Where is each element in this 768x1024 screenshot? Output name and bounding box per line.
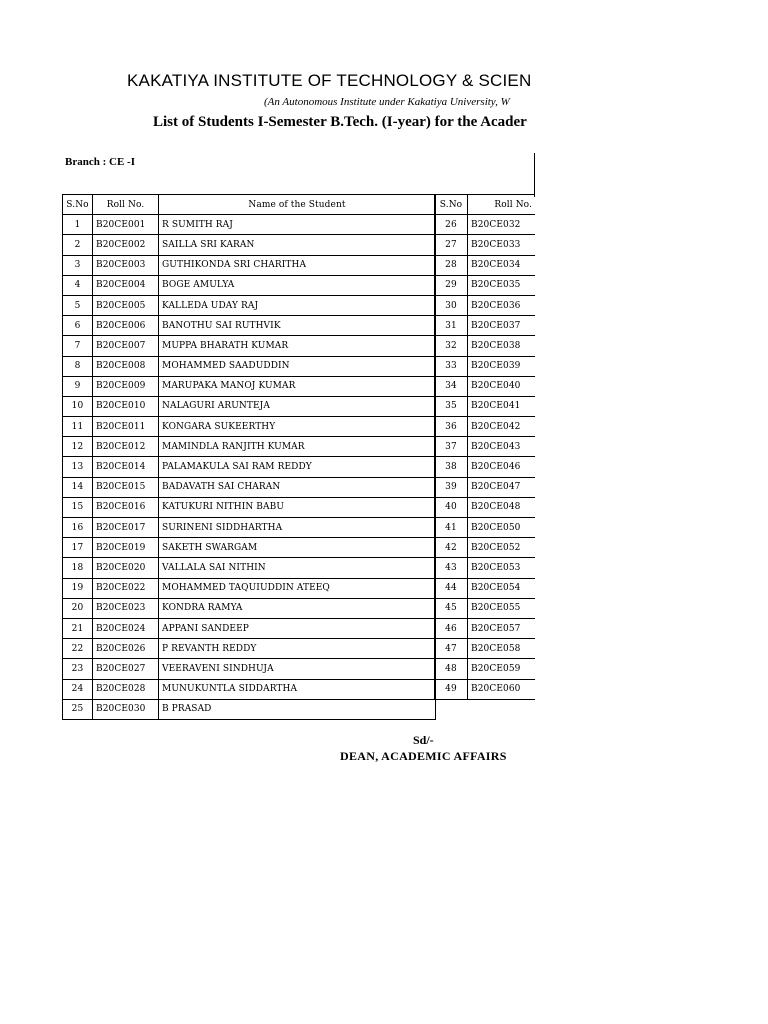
table-row xyxy=(63,417,436,437)
signature-sd: Sd/- xyxy=(413,733,434,747)
cell-sno: 38 xyxy=(435,457,468,477)
table-row xyxy=(435,275,536,295)
cell-sno: 18 xyxy=(63,558,93,578)
column-header-roll: Roll No. xyxy=(468,195,536,215)
table-row xyxy=(435,558,536,578)
table-row xyxy=(63,477,436,497)
table-row xyxy=(435,417,536,437)
cell-roll-no: B20CE058 xyxy=(468,639,536,659)
cell-roll-no: B20CE035 xyxy=(468,275,536,295)
cell-sno: 35 xyxy=(435,396,468,416)
table-row xyxy=(63,538,436,558)
cell-sno: 49 xyxy=(435,679,468,699)
table-row xyxy=(63,518,436,538)
cell-roll-no: B20CE042 xyxy=(468,417,536,437)
cell-roll-no: B20CE024 xyxy=(93,618,159,638)
table-row xyxy=(435,578,536,598)
cell-sno: 21 xyxy=(63,618,93,638)
cell-student-name: BADAVATH SAI CHARAN xyxy=(159,477,436,497)
cell-sno: 4 xyxy=(63,275,93,295)
cell-roll-no: B20CE043 xyxy=(468,437,536,457)
table-row xyxy=(435,679,536,699)
cell-roll-no: B20CE004 xyxy=(93,275,159,295)
student-table-right xyxy=(434,194,535,700)
cell-roll-no: B20CE007 xyxy=(93,336,159,356)
cell-roll-no: B20CE039 xyxy=(468,356,536,376)
table-row xyxy=(435,457,536,477)
table-row xyxy=(63,437,436,457)
cell-student-name: GUTHIKONDA SRI CHARITHA xyxy=(159,255,436,275)
cell-student-name: APPANI SANDEEP xyxy=(159,618,436,638)
cell-student-name: PALAMAKULA SAI RAM REDDY xyxy=(159,457,436,477)
cell-sno: 3 xyxy=(63,255,93,275)
column-header-name: Name of the Student xyxy=(159,195,436,215)
cell-sno: 34 xyxy=(435,376,468,396)
cell-sno: 39 xyxy=(435,477,468,497)
cell-sno: 9 xyxy=(63,376,93,396)
table-row xyxy=(435,215,536,235)
table-row xyxy=(435,497,536,517)
table-row xyxy=(435,538,536,558)
student-table-left xyxy=(62,194,436,720)
cell-roll-no: B20CE040 xyxy=(468,376,536,396)
cell-student-name: MUNUKUNTLA SIDDARTHA xyxy=(159,679,436,699)
cell-student-name: NALAGURI ARUNTEJA xyxy=(159,396,436,416)
cell-roll-no: B20CE053 xyxy=(468,558,536,578)
cell-roll-no: B20CE037 xyxy=(468,316,536,336)
cell-roll-no: B20CE014 xyxy=(93,457,159,477)
cell-sno: 42 xyxy=(435,538,468,558)
cell-sno: 16 xyxy=(63,518,93,538)
cell-sno: 37 xyxy=(435,437,468,457)
cell-sno: 41 xyxy=(435,518,468,538)
cell-student-name: MUPPA BHARATH KUMAR xyxy=(159,336,436,356)
cell-roll-no: B20CE016 xyxy=(93,497,159,517)
cell-roll-no: B20CE060 xyxy=(468,679,536,699)
table-row xyxy=(63,659,436,679)
cell-student-name: VALLALA SAI NITHIN xyxy=(159,558,436,578)
table-row xyxy=(435,235,536,255)
cell-roll-no: B20CE012 xyxy=(93,437,159,457)
table-row xyxy=(435,255,536,275)
cell-sno: 44 xyxy=(435,578,468,598)
cell-sno: 33 xyxy=(435,356,468,376)
cell-sno: 48 xyxy=(435,659,468,679)
cell-roll-no: B20CE010 xyxy=(93,396,159,416)
cell-roll-no: B20CE050 xyxy=(468,518,536,538)
cell-roll-no: B20CE046 xyxy=(468,457,536,477)
cell-roll-no: B20CE030 xyxy=(93,699,159,719)
cell-sno: 26 xyxy=(435,215,468,235)
cell-sno: 19 xyxy=(63,578,93,598)
table-row xyxy=(63,497,436,517)
table-row xyxy=(435,659,536,679)
column-header-sno: S.No xyxy=(435,195,468,215)
cell-roll-no: B20CE054 xyxy=(468,578,536,598)
cell-student-name: KALLEDA UDAY RAJ xyxy=(159,295,436,315)
table-row xyxy=(63,618,436,638)
list-title: List of Students I-Semester B.Tech. (I-year) for the Acader xyxy=(153,114,527,130)
cell-sno: 27 xyxy=(435,235,468,255)
cell-roll-no: B20CE041 xyxy=(468,396,536,416)
cell-sno: 7 xyxy=(63,336,93,356)
table-row xyxy=(435,376,536,396)
cell-roll-no: B20CE055 xyxy=(468,598,536,618)
cell-roll-no: B20CE006 xyxy=(93,316,159,336)
cell-sno: 25 xyxy=(63,699,93,719)
cell-sno: 17 xyxy=(63,538,93,558)
cell-student-name: SURINENI SIDDHARTHA xyxy=(159,518,436,538)
table-header-row xyxy=(63,195,436,215)
cell-student-name: VEERAVENI SINDHUJA xyxy=(159,659,436,679)
cell-roll-no: B20CE036 xyxy=(468,295,536,315)
table-row xyxy=(435,295,536,315)
table-row xyxy=(63,275,436,295)
cell-roll-no: B20CE020 xyxy=(93,558,159,578)
cell-sno: 31 xyxy=(435,316,468,336)
cell-roll-no: B20CE017 xyxy=(93,518,159,538)
cell-roll-no: B20CE027 xyxy=(93,659,159,679)
cell-roll-no: B20CE019 xyxy=(93,538,159,558)
table-row xyxy=(63,376,436,396)
table-row xyxy=(435,316,536,336)
cell-sno: 47 xyxy=(435,639,468,659)
cell-roll-no: B20CE057 xyxy=(468,618,536,638)
table-row xyxy=(63,295,436,315)
table-row xyxy=(435,437,536,457)
table-row xyxy=(63,457,436,477)
cell-student-name: KATUKURI NITHIN BABU xyxy=(159,497,436,517)
institute-subtitle: (An Autonomous Institute under Kakatiya University, W xyxy=(264,96,510,108)
signatory-title: DEAN, ACADEMIC AFFAIRS xyxy=(340,749,507,763)
cell-roll-no: B20CE052 xyxy=(468,538,536,558)
table-row xyxy=(435,518,536,538)
cell-sno: 23 xyxy=(63,659,93,679)
cell-sno: 36 xyxy=(435,417,468,437)
column-header-roll: Roll No. xyxy=(93,195,159,215)
table-row xyxy=(435,356,536,376)
cell-roll-no: B20CE048 xyxy=(468,497,536,517)
table-row xyxy=(63,235,436,255)
cell-sno: 15 xyxy=(63,497,93,517)
cell-student-name: MAMINDLA RANJITH KUMAR xyxy=(159,437,436,457)
cell-roll-no: B20CE032 xyxy=(468,215,536,235)
cell-roll-no: B20CE005 xyxy=(93,295,159,315)
cell-sno: 46 xyxy=(435,618,468,638)
cell-roll-no: B20CE003 xyxy=(93,255,159,275)
cell-sno: 22 xyxy=(63,639,93,659)
cell-roll-no: B20CE009 xyxy=(93,376,159,396)
cell-student-name: BANOTHU SAI RUTHVIK xyxy=(159,316,436,336)
cell-sno: 24 xyxy=(63,679,93,699)
institute-title: KAKATIYA INSTITUTE OF TECHNOLOGY & SCIEN xyxy=(127,71,532,90)
cell-sno: 8 xyxy=(63,356,93,376)
cell-sno: 1 xyxy=(63,215,93,235)
cell-student-name: MOHAMMED TAQUIUDDIN ATEEQ xyxy=(159,578,436,598)
table-row xyxy=(63,356,436,376)
cell-student-name: P REVANTH REDDY xyxy=(159,639,436,659)
cell-sno: 10 xyxy=(63,396,93,416)
cell-sno: 11 xyxy=(63,417,93,437)
cell-sno: 40 xyxy=(435,497,468,517)
cell-roll-no: B20CE028 xyxy=(93,679,159,699)
cell-student-name: R SUMITH RAJ xyxy=(159,215,436,235)
table-row xyxy=(63,316,436,336)
cell-student-name: SAILLA SRI KARAN xyxy=(159,235,436,255)
cell-sno: 30 xyxy=(435,295,468,315)
table-row xyxy=(63,255,436,275)
cell-sno: 14 xyxy=(63,477,93,497)
table-row xyxy=(63,598,436,618)
column-header-sno: S.No xyxy=(63,195,93,215)
cell-roll-no: B20CE047 xyxy=(468,477,536,497)
cell-roll-no: B20CE023 xyxy=(93,598,159,618)
table-row xyxy=(63,396,436,416)
table-row xyxy=(63,699,436,719)
cell-roll-no: B20CE001 xyxy=(93,215,159,235)
cell-roll-no: B20CE022 xyxy=(93,578,159,598)
cell-sno: 12 xyxy=(63,437,93,457)
table-row xyxy=(435,618,536,638)
table-row xyxy=(435,336,536,356)
cell-sno: 6 xyxy=(63,316,93,336)
cell-student-name: MARUPAKA MANOJ KUMAR xyxy=(159,376,436,396)
table-row xyxy=(63,336,436,356)
cell-roll-no: B20CE002 xyxy=(93,235,159,255)
cell-sno: 43 xyxy=(435,558,468,578)
cell-roll-no: B20CE026 xyxy=(93,639,159,659)
table-row xyxy=(63,215,436,235)
cell-student-name: SAKETH SWARGAM xyxy=(159,538,436,558)
cell-roll-no: B20CE038 xyxy=(468,336,536,356)
cell-sno: 5 xyxy=(63,295,93,315)
cell-roll-no: B20CE034 xyxy=(468,255,536,275)
cell-student-name: KONGARA SUKEERTHY xyxy=(159,417,436,437)
table-row xyxy=(435,477,536,497)
cell-student-name: BOGE AMULYA xyxy=(159,275,436,295)
cell-sno: 20 xyxy=(63,598,93,618)
cell-sno: 32 xyxy=(435,336,468,356)
table-row xyxy=(435,598,536,618)
branch-label: Branch : CE -I xyxy=(65,156,135,168)
cell-roll-no: B20CE015 xyxy=(93,477,159,497)
table-row xyxy=(63,679,436,699)
cell-sno: 28 xyxy=(435,255,468,275)
cell-roll-no: B20CE033 xyxy=(468,235,536,255)
cell-student-name: B PRASAD xyxy=(159,699,436,719)
page-edge-divider xyxy=(534,153,535,197)
table-row xyxy=(435,639,536,659)
table-row xyxy=(63,639,436,659)
cell-roll-no: B20CE011 xyxy=(93,417,159,437)
table-row xyxy=(435,396,536,416)
cell-roll-no: B20CE008 xyxy=(93,356,159,376)
cell-sno: 13 xyxy=(63,457,93,477)
cell-sno: 29 xyxy=(435,275,468,295)
cell-student-name: MOHAMMED SAADUDDIN xyxy=(159,356,436,376)
cell-roll-no: B20CE059 xyxy=(468,659,536,679)
cell-sno: 2 xyxy=(63,235,93,255)
cell-student-name: KONDRA RAMYA xyxy=(159,598,436,618)
table-row xyxy=(63,578,436,598)
table-header-row xyxy=(435,195,536,215)
table-row xyxy=(63,558,436,578)
cell-sno: 45 xyxy=(435,598,468,618)
